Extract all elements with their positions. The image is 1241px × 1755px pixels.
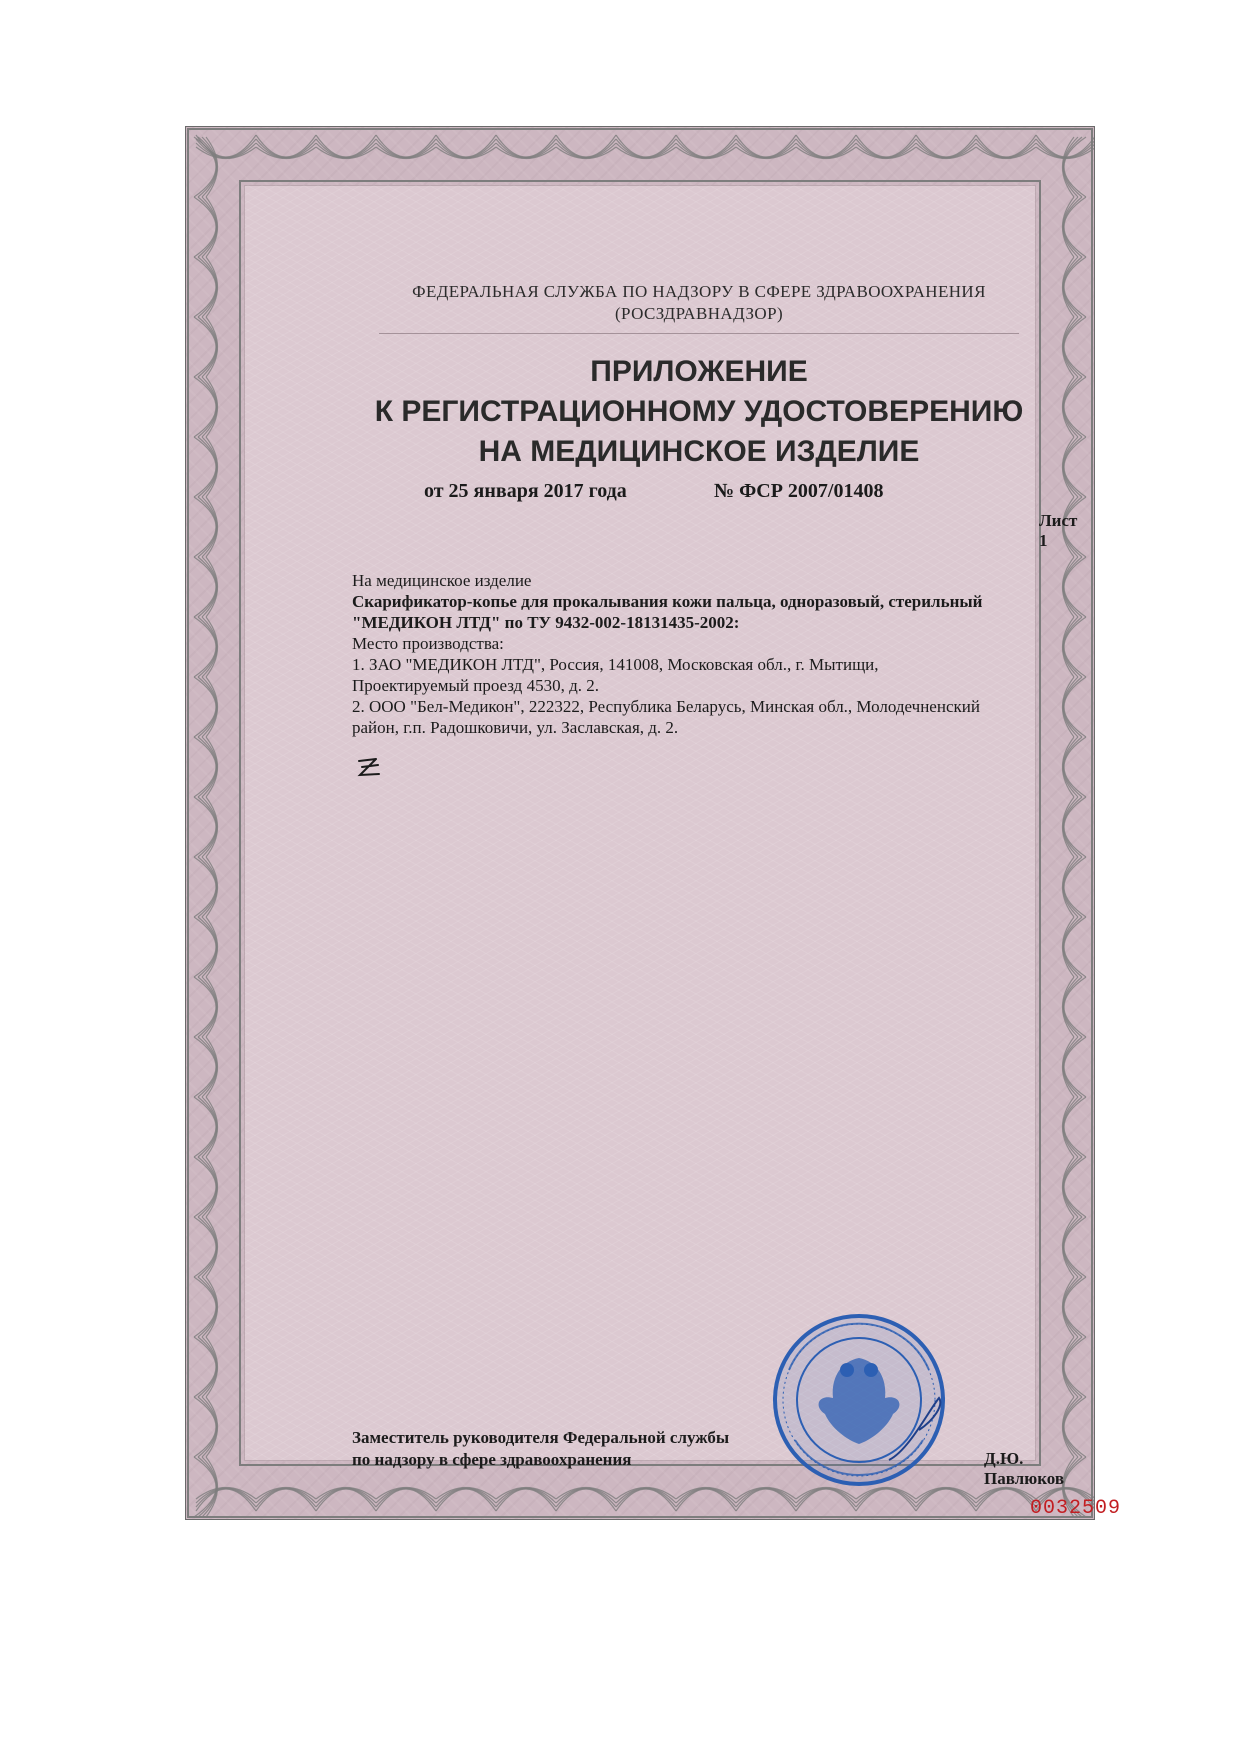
border-ornament bbox=[1064, 1397, 1083, 1457]
border-ornament bbox=[202, 1217, 217, 1277]
document-subtitle-2: НА МЕДИЦИНСКОЕ ИЗДЕЛИЕ bbox=[478, 435, 920, 468]
border-ornament bbox=[194, 1277, 216, 1337]
border-ornament bbox=[736, 143, 796, 158]
border-ornament bbox=[198, 677, 217, 737]
border-ornament bbox=[616, 139, 676, 158]
border-ornament bbox=[194, 557, 216, 617]
border-ornament bbox=[198, 377, 217, 437]
border-ornament bbox=[496, 1489, 556, 1508]
border-ornament bbox=[556, 1489, 616, 1508]
border-ornament bbox=[1064, 737, 1086, 797]
border-ornament bbox=[198, 1277, 217, 1337]
border-ornament bbox=[916, 135, 976, 157]
border-ornament bbox=[616, 1488, 676, 1503]
border-ornament bbox=[202, 437, 217, 497]
border-ornament bbox=[194, 1157, 216, 1217]
intro-text: На медицинское изделие bbox=[352, 571, 532, 590]
border-ornament bbox=[316, 1489, 376, 1511]
border-ornament bbox=[676, 1488, 736, 1503]
certificate-sheet bbox=[185, 126, 1122, 1520]
border-ornament bbox=[198, 617, 217, 677]
border-ornament bbox=[736, 135, 796, 157]
border-ornament bbox=[194, 197, 216, 257]
border-ornament bbox=[976, 135, 1036, 157]
border-ornament bbox=[198, 1037, 217, 1097]
border-ornament bbox=[1064, 437, 1083, 497]
border-ornament bbox=[436, 1488, 496, 1503]
border-ornament bbox=[976, 1488, 1036, 1503]
border-ornament bbox=[496, 1488, 556, 1503]
border-ornament bbox=[202, 317, 217, 377]
border-ornament bbox=[1063, 377, 1078, 437]
border-ornament bbox=[202, 797, 217, 857]
signatory-name: Д.Ю. Павлюков bbox=[984, 1449, 1065, 1488]
border-ornament bbox=[1064, 1277, 1083, 1337]
border-ornament bbox=[1064, 1037, 1083, 1097]
issue-date: от 25 января 2017 года bbox=[424, 480, 627, 502]
border-ornament bbox=[194, 617, 216, 677]
border-ornament bbox=[198, 1157, 217, 1217]
border-ornament bbox=[496, 135, 556, 157]
product-name-line2: "МЕДИКОН ЛТД" по ТУ 9432-002-18131435-2002: bbox=[352, 613, 740, 632]
border-ornament bbox=[202, 677, 217, 737]
border-ornament bbox=[202, 497, 217, 557]
certificate-body bbox=[244, 185, 1122, 1520]
border-ornament bbox=[796, 139, 856, 158]
production-place-1-line1: 1. ЗАО "МЕДИКОН ЛТД", Россия, 141008, Московская обл., г. Мытищи, bbox=[352, 655, 879, 674]
border-ornament bbox=[856, 139, 916, 158]
border-ornament bbox=[616, 1489, 676, 1511]
product-name-line1: Скарификатор-копье для прокалывания кожи пальца, одноразовый, стерильный bbox=[352, 592, 983, 611]
border-ornament bbox=[376, 143, 436, 158]
border-ornament bbox=[916, 139, 976, 158]
border-ornament bbox=[1063, 1217, 1078, 1277]
border-ornament bbox=[1064, 1157, 1083, 1217]
border-ornament bbox=[1064, 977, 1086, 1037]
border-ornament bbox=[796, 1488, 856, 1503]
border-ornament bbox=[316, 139, 376, 158]
border-ornament bbox=[202, 917, 217, 977]
border-ornament bbox=[1064, 317, 1086, 377]
border-ornament bbox=[202, 197, 217, 257]
sheet-number: Лист 1 bbox=[1039, 511, 1078, 550]
border-ornament bbox=[198, 1397, 217, 1457]
border-ornament bbox=[194, 437, 216, 497]
border-ornament bbox=[1063, 137, 1078, 197]
border-ornament bbox=[436, 135, 496, 157]
border-ornament bbox=[202, 1337, 217, 1397]
border-ornament bbox=[436, 143, 496, 158]
border-ornament bbox=[256, 135, 316, 157]
border-ornament bbox=[1063, 1397, 1078, 1457]
border-ornament bbox=[198, 1097, 217, 1157]
border-ornament bbox=[316, 143, 376, 158]
border-ornament bbox=[1063, 1157, 1078, 1217]
border-ornament bbox=[196, 1488, 256, 1503]
border-ornament bbox=[1063, 857, 1078, 917]
border-ornament bbox=[1064, 257, 1083, 317]
border-ornament bbox=[796, 135, 856, 157]
border-ornament bbox=[198, 557, 217, 617]
border-ornament bbox=[916, 1489, 976, 1511]
border-ornament bbox=[198, 737, 217, 797]
border-ornament bbox=[1064, 1037, 1086, 1097]
border-ornament bbox=[1064, 137, 1083, 197]
border-ornament bbox=[1064, 137, 1086, 197]
production-place-2-line2: район, г.п. Радошковичи, ул. Заславская, д. 2. bbox=[352, 718, 679, 737]
border-ornament bbox=[1064, 857, 1086, 917]
border-ornament bbox=[202, 1037, 217, 1097]
border-ornament bbox=[736, 1488, 796, 1503]
border-ornament bbox=[1064, 917, 1086, 977]
border-ornament bbox=[194, 797, 216, 857]
border-ornament bbox=[194, 1397, 216, 1457]
border-ornament bbox=[436, 1489, 496, 1511]
border-ornament bbox=[316, 1488, 376, 1503]
border-ornament bbox=[856, 135, 916, 157]
border-ornament bbox=[194, 317, 216, 377]
border-ornament bbox=[1064, 737, 1083, 797]
border-ornament bbox=[202, 1097, 217, 1157]
border-ornament bbox=[976, 1489, 1036, 1508]
border-ornament bbox=[1064, 377, 1083, 437]
border-ornament bbox=[1063, 977, 1078, 1037]
border-ornament bbox=[194, 1217, 216, 1277]
border-ornament bbox=[194, 917, 216, 977]
border-ornament bbox=[1064, 1097, 1086, 1157]
border-ornament bbox=[202, 1157, 217, 1217]
border-ornament bbox=[1063, 797, 1078, 857]
border-ornament bbox=[202, 617, 217, 677]
border-ornament bbox=[1064, 1397, 1086, 1457]
border-ornament bbox=[196, 139, 256, 158]
border-ornament bbox=[676, 135, 736, 157]
border-ornament bbox=[1064, 377, 1086, 437]
border-ornament bbox=[202, 737, 217, 797]
border-ornament bbox=[676, 143, 736, 158]
production-place-label: Место производства: bbox=[352, 634, 504, 653]
border-ornament bbox=[1063, 917, 1078, 977]
border-ornament bbox=[496, 1489, 556, 1511]
border-ornament bbox=[194, 257, 216, 317]
border-ornament bbox=[1063, 1037, 1078, 1097]
border-ornament bbox=[316, 1489, 376, 1508]
border-ornament bbox=[556, 143, 616, 158]
border-ornament bbox=[1064, 257, 1086, 317]
border-ornament bbox=[976, 139, 1036, 158]
border-ornament bbox=[376, 135, 436, 157]
border-ornament bbox=[1064, 1277, 1086, 1337]
border-ornament bbox=[556, 1489, 616, 1511]
border-ornament bbox=[796, 1489, 856, 1511]
border-ornament bbox=[194, 977, 216, 1037]
border-ornament bbox=[1063, 317, 1078, 377]
border-ornament bbox=[1064, 1337, 1083, 1397]
border-ornament bbox=[1064, 1217, 1083, 1277]
border-ornament bbox=[1063, 737, 1078, 797]
header-divider bbox=[379, 333, 1019, 334]
border-ornament bbox=[194, 137, 216, 197]
border-ornament bbox=[1063, 437, 1078, 497]
border-ornament bbox=[1063, 197, 1078, 257]
border-ornament bbox=[1064, 317, 1083, 377]
border-ornament bbox=[1064, 977, 1083, 1037]
border-ornament bbox=[256, 1489, 316, 1508]
border-ornament bbox=[556, 1488, 616, 1503]
border-ornament bbox=[198, 977, 217, 1037]
border-ornament bbox=[436, 139, 496, 158]
border-ornament bbox=[736, 1489, 796, 1511]
border-ornament bbox=[1063, 1277, 1078, 1337]
border-ornament bbox=[676, 1489, 736, 1511]
border-ornament bbox=[256, 1489, 316, 1511]
border-ornament bbox=[856, 1488, 916, 1503]
border-ornament bbox=[202, 857, 217, 917]
signatory-position bbox=[352, 1427, 729, 1471]
border-ornament bbox=[198, 917, 217, 977]
border-ornament bbox=[256, 139, 316, 158]
border-ornament bbox=[202, 977, 217, 1037]
border-ornament bbox=[194, 1337, 216, 1397]
border-ornament bbox=[202, 257, 217, 317]
border-ornament bbox=[1063, 1097, 1078, 1157]
border-ornament bbox=[202, 1457, 217, 1517]
border-ornament bbox=[194, 677, 216, 737]
border-ornament bbox=[1064, 437, 1086, 497]
border-ornament bbox=[198, 497, 217, 557]
border-ornament bbox=[198, 1217, 217, 1277]
border-ornament bbox=[194, 377, 216, 437]
border-ornament bbox=[1064, 197, 1083, 257]
border-ornament bbox=[202, 377, 217, 437]
border-ornament bbox=[556, 139, 616, 158]
border-ornament bbox=[556, 135, 616, 157]
border-ornament bbox=[198, 1337, 217, 1397]
border-ornament bbox=[316, 135, 376, 157]
document-subtitle-1: К РЕГИСТРАЦИОННОМУ УДОСТОВЕРЕНИЮ bbox=[374, 395, 1024, 428]
border-ornament bbox=[194, 1037, 216, 1097]
border-ornament bbox=[496, 139, 556, 158]
border-ornament bbox=[198, 197, 217, 257]
border-ornament bbox=[376, 1489, 436, 1511]
border-ornament bbox=[976, 143, 1036, 158]
certificate-number: № ФСР 2007/01408 bbox=[714, 480, 884, 502]
border-ornament bbox=[976, 1489, 1036, 1511]
signatory-position-line2: по надзору в сфере здравоохранения bbox=[352, 1450, 632, 1469]
border-ornament bbox=[1064, 1337, 1086, 1397]
border-ornament bbox=[1064, 917, 1083, 977]
border-ornament bbox=[1064, 797, 1086, 857]
border-ornament bbox=[198, 437, 217, 497]
border-ornament bbox=[1064, 1217, 1086, 1277]
production-place-2-line1: 2. ООО "Бел-Медикон", 222322, Республика Беларусь, Минская обл., Молодечненский bbox=[352, 697, 980, 716]
border-ornament bbox=[616, 143, 676, 158]
border-ornament bbox=[194, 1457, 216, 1517]
border-ornament bbox=[198, 257, 217, 317]
border-ornament bbox=[194, 737, 216, 797]
border-ornament bbox=[796, 143, 856, 158]
border-ornament bbox=[616, 1489, 676, 1508]
border-ornament bbox=[916, 143, 976, 158]
border-ornament bbox=[202, 1397, 217, 1457]
border-ornament bbox=[676, 1489, 736, 1508]
border-ornament bbox=[796, 1489, 856, 1508]
border-ornament bbox=[856, 1489, 916, 1508]
border-ornament bbox=[376, 1488, 436, 1503]
border-ornament bbox=[436, 1489, 496, 1508]
border-ornament bbox=[194, 857, 216, 917]
border-ornament bbox=[256, 143, 316, 158]
agency-header bbox=[379, 281, 1019, 325]
border-ornament bbox=[676, 139, 736, 158]
border-ornament bbox=[1064, 1157, 1086, 1217]
border-ornament bbox=[916, 1489, 976, 1508]
border-ornament bbox=[736, 1489, 796, 1508]
border-ornament bbox=[194, 1097, 216, 1157]
signatory-position-line1: Заместитель руководителя Федеральной службы bbox=[352, 1428, 730, 1447]
border-ornament bbox=[1063, 257, 1078, 317]
border-ornament bbox=[1064, 797, 1083, 857]
border-ornament bbox=[916, 1488, 976, 1503]
border-ornament bbox=[736, 139, 796, 158]
border-ornament bbox=[496, 143, 556, 158]
border-ornament bbox=[376, 139, 436, 158]
border-ornament bbox=[376, 1489, 436, 1508]
border-ornament bbox=[856, 1489, 916, 1511]
border-ornament bbox=[198, 1457, 217, 1517]
border-ornament bbox=[1063, 1337, 1078, 1397]
border-ornament bbox=[202, 1277, 217, 1337]
document-title: ПРИЛОЖЕНИЕ bbox=[590, 355, 808, 388]
border-ornament bbox=[198, 317, 217, 377]
agency-short-name: (РОСЗДРАВНАДЗОР) bbox=[615, 304, 783, 323]
handwritten-mark bbox=[354, 755, 384, 781]
border-ornament bbox=[196, 1489, 256, 1508]
border-ornament bbox=[1064, 857, 1083, 917]
border-ornament bbox=[256, 1488, 316, 1503]
production-place-1-line2: Проектируемый проезд 4530, д. 2. bbox=[352, 676, 599, 695]
border-ornament bbox=[198, 857, 217, 917]
border-ornament bbox=[194, 497, 216, 557]
official-seal bbox=[769, 1310, 949, 1490]
serial-number: 0032509 bbox=[1030, 1497, 1122, 1520]
border-ornament bbox=[1064, 197, 1086, 257]
border-ornament bbox=[198, 797, 217, 857]
border-ornament bbox=[202, 557, 217, 617]
border-ornament bbox=[198, 137, 217, 197]
border-ornament bbox=[856, 143, 916, 158]
border-ornament bbox=[1064, 1097, 1083, 1157]
border-ornament bbox=[616, 135, 676, 157]
agency-name: ФЕДЕРАЛЬНАЯ СЛУЖБА ПО НАДЗОРУ В СФЕРЕ ЗДРАВООХРАНЕНИЯ bbox=[412, 282, 986, 301]
